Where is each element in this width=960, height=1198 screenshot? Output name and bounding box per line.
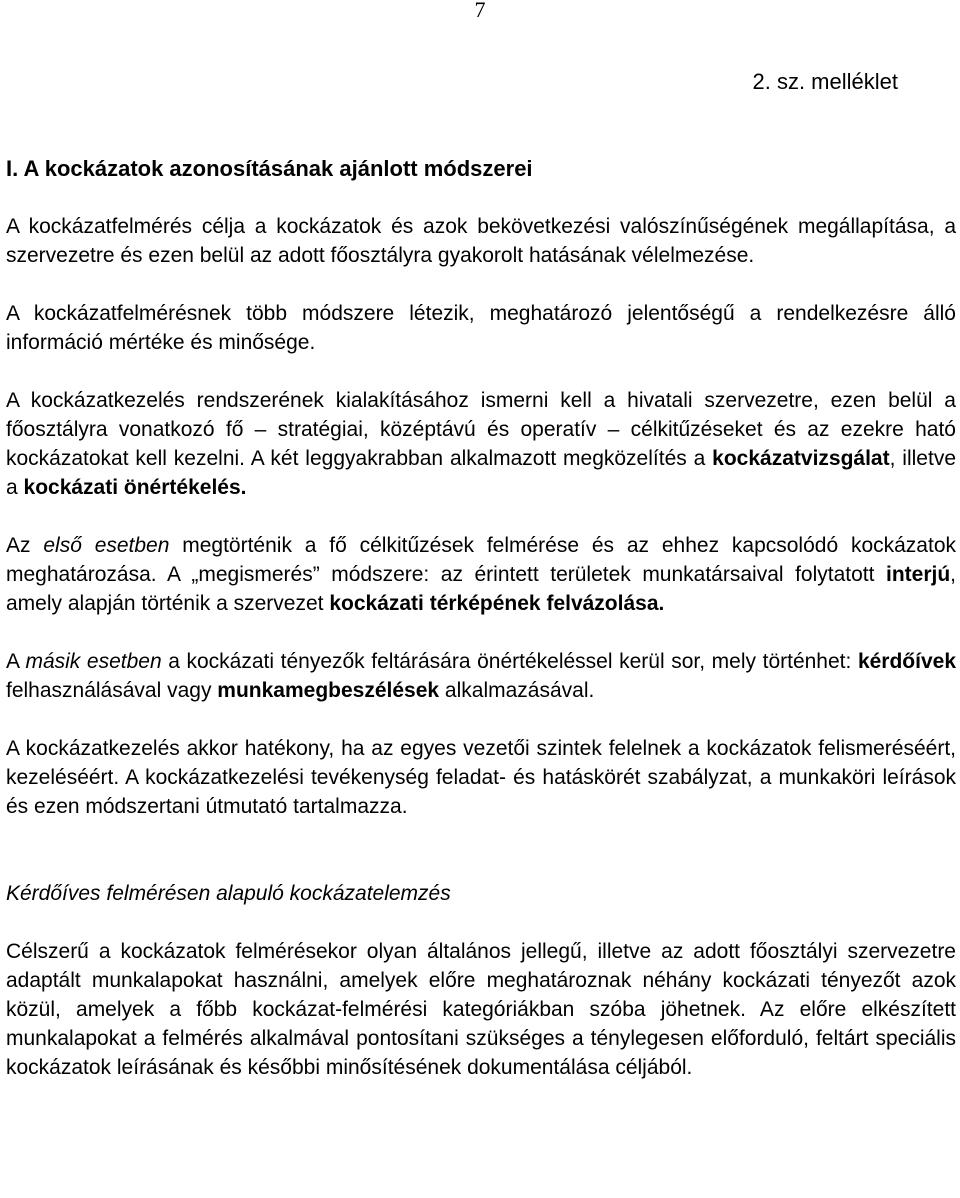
bold-term-self-assessment: kockázati önértékelés. [23,476,247,499]
document-body [6,154,956,1082]
bold-term-workshops: munkamegbeszélések [217,679,440,702]
text-run: , amely alapján történik a szervezet [6,563,956,615]
bold-term-risk-assessment: kockázatvizsgálat [712,447,890,470]
subheading-questionnaire: Kérdőíves felmérésen alapuló kockázatelemzés [6,882,451,905]
page-number: 7 [474,0,486,22]
bold-term-interview: interjú [885,563,951,586]
text-run: A [6,650,26,673]
paragraph-worksheets: Célszerű a kockázatok felmérésekor olyan általános jellegű, illetve az adott főosztályi szervezetre adaptált munkalapokat használni, amelyek előre meghatároznak néhány kockázati tényezőt azok közül, amelyek a főbb kockázat-felmérési kategóriákban szóba jöhetnek. Az előre elkészített munkalapokat a felmérés alkalmával pontosítani szükséges a ténylegesen előforduló, feltárt speciális kockázatok leírásának és későbbi minősítésének dokumentálása céljából. [6,940,956,1079]
text-run: megtörténik a fő célkitűzések felmérése és az ehhez kapcsolódó kockázatok meghatározása. A „megismerés” módszere: az érintett területek munkatársaival folytatott [6,534,956,586]
text-run: , illetve a [6,447,956,499]
text-run: A kockázatkezelés rendszerének kialakításához ismerni kell a hivatali szervezetre, ezen belül a főosztályra vonatkozó fő – stratégiai, középtávú és operatív – célkitűzéseket és az ezekre ható kockázatokat kell kezelni. A két leggyakrabban alkalmazott megközelítés a [6,389,956,470]
bold-term-risk-map: kockázati térképének felvázolása. [329,592,665,615]
paragraph-approaches [6,386,956,502]
paragraph-effectiveness: A kockázatkezelés akkor hatékony, ha az egyes vezetői szintek felelnek a kockázatok felismeréséért, kezeléséért. A kockázatkezelési tevékenység feladat- és hatáskörét szabályzat, a munkaköri leírások és ezen módszertani útmutató tartalmazza. [6,737,956,818]
paragraph-purpose: A kockázatfelmérés célja a kockázatok és azok bekövetkezési valószínűségének megállapítása, a szervezetre és ezen belül az adott főosztályra gyakorolt hatásának vélelmezése. [6,215,956,267]
italic-second-case: másik esetben [25,650,162,673]
paragraph-second-case [6,647,956,705]
italic-first-case: első esetben [43,534,170,557]
text-run: Az [6,534,44,557]
annex-label: 2. sz. melléklet [752,69,898,94]
section-heading: I. A kockázatok azonosításának ajánlott módszerei [6,156,533,181]
text-run: felhasználásával vagy [6,679,218,702]
text-run: alkalmazásával. [439,679,595,702]
paragraph-methods: A kockázatfelmérésnek több módszere létezik, meghatározó jelentőségű a rendelkezésre álló információ mértéke és minősége. [6,302,956,354]
paragraph-first-case [6,531,956,618]
bold-term-questionnaires: kérdőívek [857,650,956,673]
text-run: a kockázati tényezők feltárására önértékeléssel kerül sor, mely történhet: [161,650,858,673]
